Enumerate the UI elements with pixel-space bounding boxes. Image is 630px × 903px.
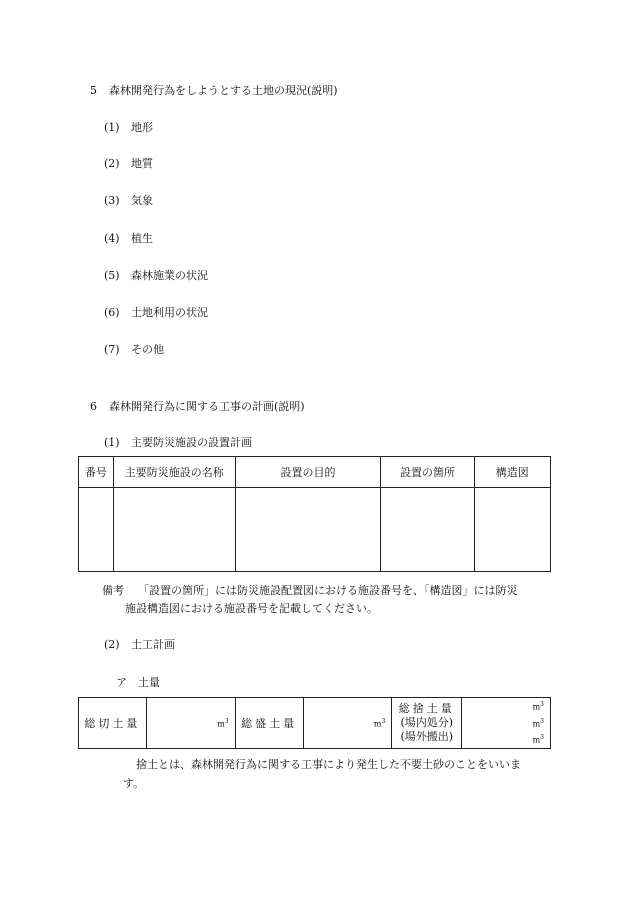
cell-facility-name[interactable] bbox=[113, 488, 235, 572]
volume-row bbox=[79, 698, 551, 749]
cell-purpose[interactable] bbox=[235, 488, 381, 572]
item-label: 森林施業の状況 bbox=[131, 269, 208, 282]
remark-line2: 施設構造図における施設番号を記載してください。 bbox=[125, 602, 378, 615]
remark-line1: 「設置の箇所」には防災施設配置図における施設番号を、「構造図」には防災 bbox=[138, 584, 518, 597]
subsection-a-title: 土量 bbox=[138, 676, 160, 689]
section5-item-6 bbox=[104, 304, 208, 320]
waste-volume-labels bbox=[392, 698, 462, 749]
subsection-number: (1) bbox=[104, 436, 120, 449]
table-row bbox=[79, 488, 551, 572]
waste-volume-values[interactable] bbox=[462, 698, 551, 749]
section5-item-4 bbox=[104, 230, 153, 246]
header-number: 番号 bbox=[79, 457, 114, 488]
cut-volume-label: 総切土量 bbox=[79, 698, 147, 749]
onsite-disposal-label: (場内処分) bbox=[400, 715, 454, 729]
header-structure-drawing: 構造図 bbox=[474, 457, 550, 488]
header-facility-name: 主要防災施設の名称 bbox=[113, 457, 235, 488]
section5-item-2 bbox=[104, 155, 153, 171]
section5-item-3 bbox=[104, 192, 153, 208]
subsection-number: (2) bbox=[104, 638, 120, 651]
item-label: 土地利用の状況 bbox=[131, 306, 208, 319]
section5-number: 5 bbox=[90, 84, 97, 97]
subsection-title: 主要防災施設の設置計画 bbox=[131, 436, 252, 449]
subsection-1-heading bbox=[104, 434, 252, 450]
offsite-removal-value: $m^3$ bbox=[532, 734, 544, 745]
item-number: (4) bbox=[104, 232, 120, 245]
section5-heading bbox=[90, 82, 338, 98]
waste-volume-label: 総捨土量 bbox=[398, 701, 455, 715]
cut-volume-value[interactable]: $m^3$ bbox=[146, 698, 235, 749]
disaster-facility-table bbox=[78, 456, 551, 572]
onsite-disposal-value: $m^3$ bbox=[532, 717, 544, 729]
item-number: (1) bbox=[104, 121, 120, 134]
item-label: 地形 bbox=[131, 121, 153, 134]
fill-volume-label: 総盛土量 bbox=[235, 698, 303, 749]
subsection-2-heading bbox=[104, 636, 175, 652]
footnote-line2: す。 bbox=[123, 777, 145, 790]
item-number: (3) bbox=[104, 194, 120, 207]
remark bbox=[102, 582, 518, 598]
remark-label: 備考 bbox=[102, 584, 124, 597]
section5-item-1 bbox=[104, 119, 153, 135]
item-number: (2) bbox=[104, 157, 120, 170]
cell-location[interactable] bbox=[381, 488, 474, 572]
section5-item-5 bbox=[104, 267, 208, 283]
cell-number[interactable] bbox=[79, 488, 114, 572]
section5-item-7 bbox=[104, 341, 164, 357]
header-purpose: 設置の目的 bbox=[235, 457, 381, 488]
subsection-a-heading bbox=[116, 674, 160, 690]
subsection-a-label: ア bbox=[116, 676, 127, 689]
section6-heading bbox=[90, 398, 305, 414]
item-label: 植生 bbox=[131, 232, 153, 245]
fill-volume-value[interactable]: $m^3$ bbox=[303, 698, 392, 749]
section6-number: 6 bbox=[90, 400, 97, 413]
waste-volume-value: $m^3$ bbox=[532, 701, 544, 712]
item-label: 気象 bbox=[131, 194, 153, 207]
header-location: 設置の箇所 bbox=[381, 457, 474, 488]
section6-title: 森林開発行為に関する工事の計画(説明) bbox=[109, 400, 305, 413]
section5-title: 森林開発行為をしようとする土地の現況(説明) bbox=[109, 84, 338, 97]
item-label: 地質 bbox=[131, 157, 153, 170]
item-label: その他 bbox=[131, 343, 164, 356]
item-number: (5) bbox=[104, 269, 120, 282]
footnote-line1: 捨土とは、森林開発行為に関する工事により発生した不要土砂のことをいいま bbox=[136, 758, 521, 771]
earth-volume-table bbox=[78, 697, 551, 749]
subsection-title: 土工計画 bbox=[131, 638, 175, 651]
item-number: (6) bbox=[104, 306, 120, 319]
cell-structure-drawing[interactable] bbox=[474, 488, 550, 572]
offsite-removal-label: (場外搬出) bbox=[400, 729, 454, 743]
item-number: (7) bbox=[104, 343, 120, 356]
table-header-row bbox=[79, 457, 551, 488]
